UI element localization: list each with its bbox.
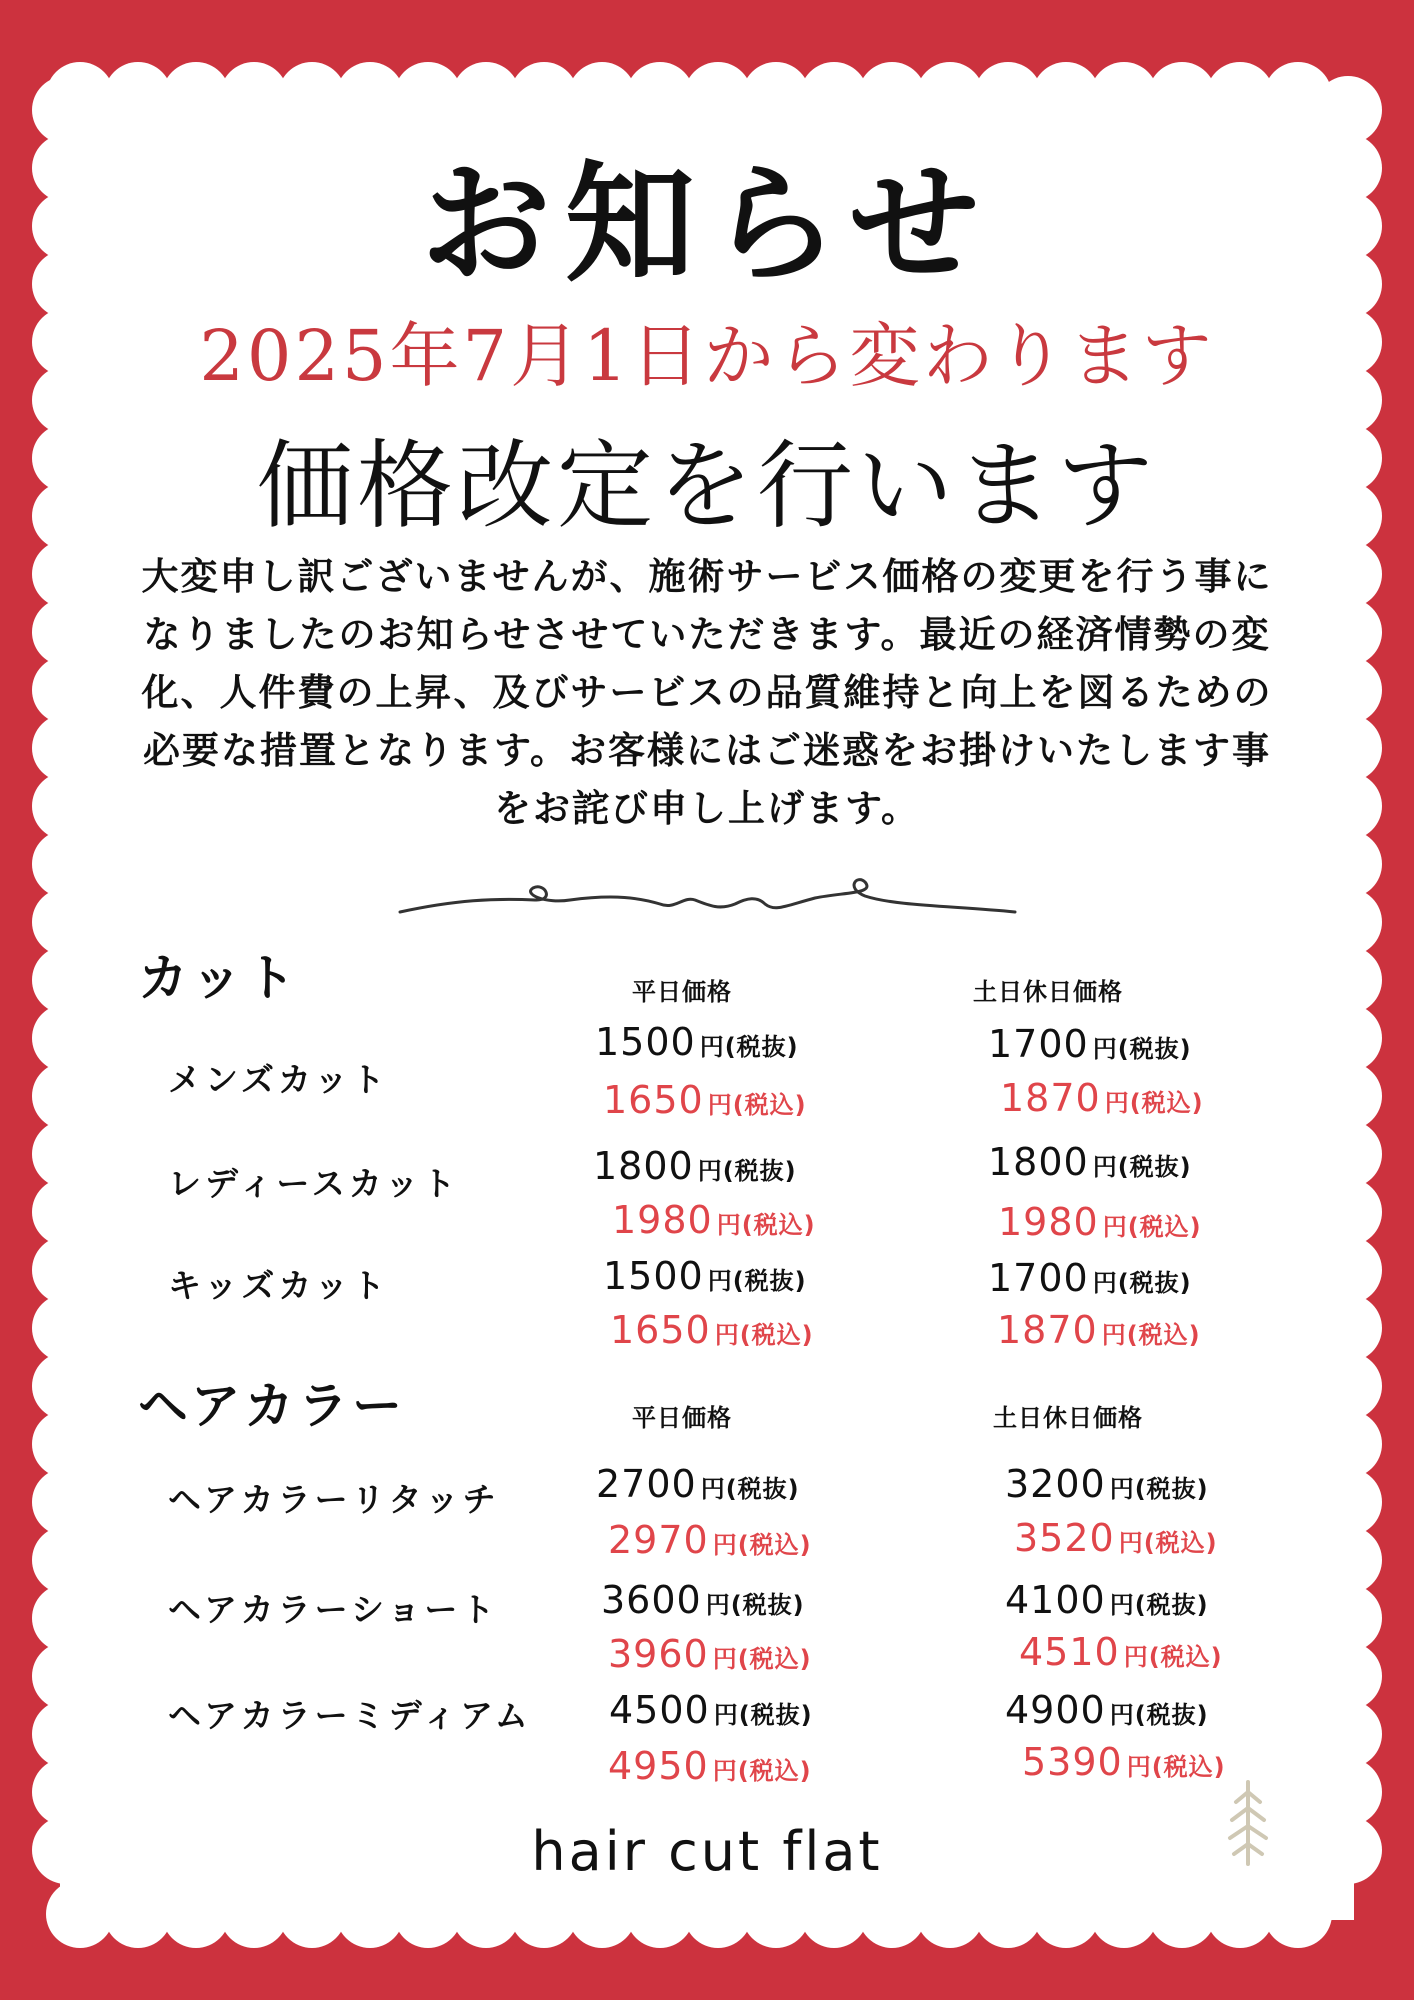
item-name-mens-cut: メンズカット xyxy=(168,1060,389,1099)
section-title-cut: カット xyxy=(138,949,300,1007)
apology-message: 大変申し訳ございませんが、施術サービス価格の変更を行う事になりましたのお知らせさせていただきます。最近の経済情勢の変化、人件費の上昇、及びサービスの品質維持と向上を図るための必要な措置となります。お客様にはご迷惑をお掛けいたします事をお詫び申し上げます。 xyxy=(141,555,1273,830)
price-weekday-in: 4950 円(税込) xyxy=(608,1744,812,1788)
price-weekday-in: 1650 円(税込) xyxy=(603,1078,807,1122)
price-weekday-in: 3960 円(税込) xyxy=(608,1632,812,1676)
price-holiday-ex: 1800 円(税抜) xyxy=(988,1140,1192,1184)
price-holiday-ex: 1700 円(税抜) xyxy=(988,1022,1192,1066)
price-holiday-in: 5390 円(税込) xyxy=(1022,1740,1226,1784)
cut-weekday-header: 平日価格 xyxy=(632,978,732,1006)
price-weekday-ex: 1500 円(税抜) xyxy=(595,1020,799,1064)
price-holiday-in: 1870 円(税込) xyxy=(1000,1076,1204,1120)
price-revision-headline: 価格改定を行います xyxy=(257,430,1157,542)
effective-date: 2025年7月1日から変わります xyxy=(199,315,1215,397)
price-weekday-ex: 2700 円(税抜) xyxy=(596,1462,800,1506)
price-weekday-in: 1980 円(税込) xyxy=(612,1198,816,1242)
cut-holiday-header: 土日休日価格 xyxy=(973,978,1123,1006)
price-holiday-in: 3520 円(税込) xyxy=(1014,1516,1218,1560)
price-holiday-in: 1870 円(税込) xyxy=(997,1308,1201,1352)
price-weekday-ex: 1800 円(税抜) xyxy=(593,1144,797,1188)
section-title-hair-color: ヘアカラー xyxy=(138,1377,406,1435)
swirl-divider-icon xyxy=(395,870,1020,920)
notice-title: お知らせ xyxy=(420,148,994,300)
price-weekday-ex: 1500 円(税抜) xyxy=(603,1254,807,1298)
color-weekday-header: 平日価格 xyxy=(632,1404,732,1432)
price-holiday-ex: 4900 円(税抜) xyxy=(1005,1688,1209,1732)
item-name-color-medium: ヘアカラーミディアム xyxy=(168,1696,532,1735)
tree-icon xyxy=(1222,1778,1274,1868)
price-holiday-in: 4510 円(税込) xyxy=(1019,1630,1223,1674)
item-name-ladies-cut: レディースカット xyxy=(168,1164,460,1203)
price-weekday-ex: 3600 円(税抜) xyxy=(601,1578,805,1622)
item-name-color-short: ヘアカラーショート xyxy=(168,1590,499,1629)
price-holiday-in: 1980 円(税込) xyxy=(998,1200,1202,1244)
price-weekday-ex: 4500 円(税抜) xyxy=(609,1688,813,1732)
price-weekday-in: 1650 円(税込) xyxy=(610,1308,814,1352)
price-holiday-ex: 1700 円(税抜) xyxy=(988,1256,1192,1300)
color-holiday-header: 土日休日価格 xyxy=(993,1404,1143,1432)
price-holiday-ex: 3200 円(税抜) xyxy=(1005,1462,1209,1506)
salon-brand-name: hair cut flat xyxy=(531,1820,883,1883)
item-name-kids-cut: キッズカット xyxy=(168,1266,390,1305)
price-weekday-in: 2970 円(税込) xyxy=(608,1518,812,1562)
price-holiday-ex: 4100 円(税抜) xyxy=(1005,1578,1209,1622)
item-name-color-retouch: ヘアカラーリタッチ xyxy=(168,1480,500,1519)
